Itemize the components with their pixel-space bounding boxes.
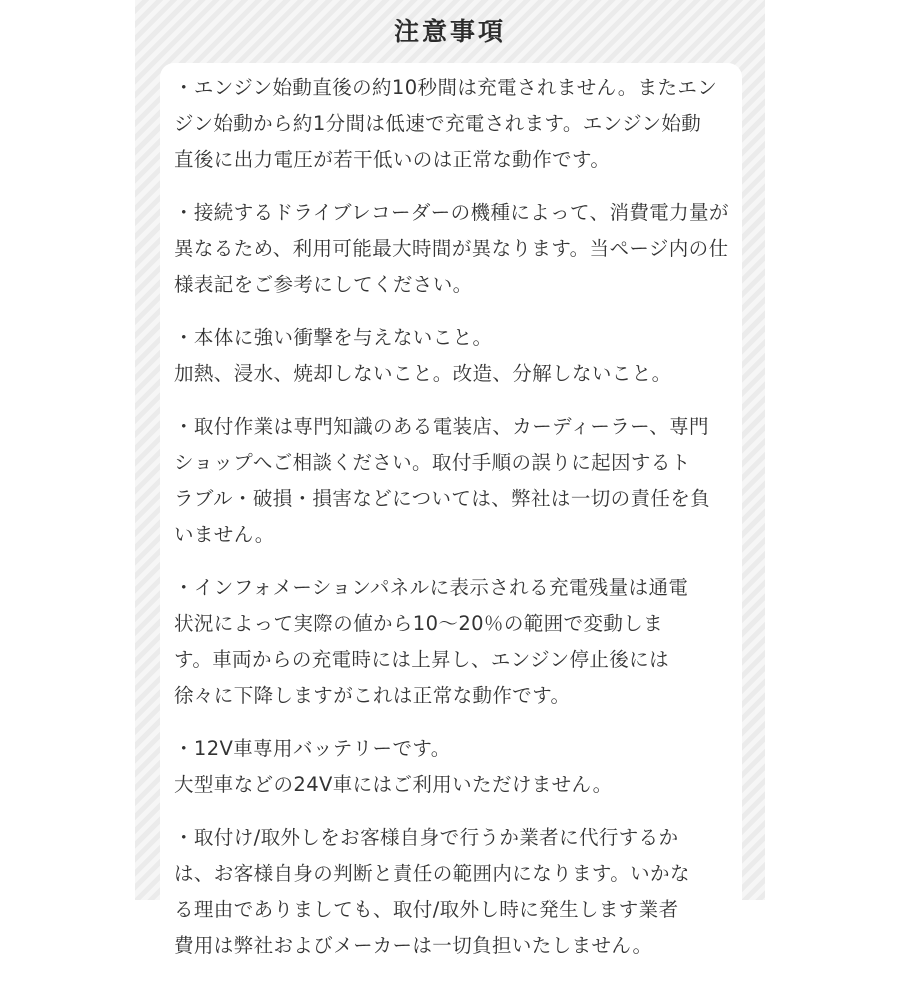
note-item: [174, 70, 734, 178]
note-line: ラブル・破損・損害などについては、弊社は一切の責任を負: [174, 487, 711, 510]
note-line: ジン始動から約1分間は低速で充電されます。エンジン始動: [174, 112, 702, 135]
note-line: ショップへご相談ください。取付手順の誤りに起因するト: [174, 451, 691, 474]
note-line: ・接続するドライブレコーダーの機種によって、消費電力量が: [174, 201, 729, 224]
note-line: す。車両からの充電時には上昇し、エンジン停止後には: [174, 648, 669, 671]
note-line: いません。: [174, 523, 275, 546]
note-line: ・取付け/取外しをお客様自身で行うか業者に代行するか: [174, 826, 679, 849]
note-line: 状況によって実際の値から10～20％の範囲で変動しま: [174, 612, 664, 635]
note-line: 加熱、浸水、焼却しないこと。改造、分解しないこと。: [174, 362, 672, 385]
note-line: る理由でありましても、取付/取外し時に発生します業者: [174, 898, 679, 921]
note-line: 費用は弊社およびメーカーは一切負担いたしません。: [174, 934, 653, 957]
page-title: 注意事項: [393, 17, 506, 46]
note-item: [174, 320, 734, 392]
note-line: ・エンジン始動直後の約10秒間は充電されません。またエン: [174, 76, 718, 99]
notes-list: [174, 70, 734, 981]
note-line: 様表記をご参考にしてください。: [174, 273, 473, 296]
note-line: は、お客様自身の判断と責任の範囲内になります。いかな: [174, 862, 690, 885]
note-line: ・インフォメーションパネルに表示される充電残量は通電: [174, 576, 689, 599]
note-item: [174, 570, 734, 714]
note-line: ・12V車専用バッテリーです。: [174, 737, 451, 760]
note-line: 大型車などの24V車にはご利用いただけません。: [174, 773, 613, 796]
note-line: 直後に出力電圧が若干低いのは正常な動作です。: [174, 148, 611, 171]
note-line: ・本体に強い衝撃を与えないこと。: [174, 326, 493, 349]
note-item: [174, 195, 734, 303]
note-line: 徐々に下降しますがこれは正常な動作です。: [174, 684, 571, 707]
note-line: 異なるため、利用可能最大時間が異なります。当ページ内の仕: [174, 237, 729, 260]
note-item: [174, 409, 734, 553]
note-item: [174, 731, 734, 803]
note-line: ・取付作業は専門知識のある電装店、カーディーラー、専門: [174, 415, 709, 438]
note-item: [174, 820, 734, 964]
